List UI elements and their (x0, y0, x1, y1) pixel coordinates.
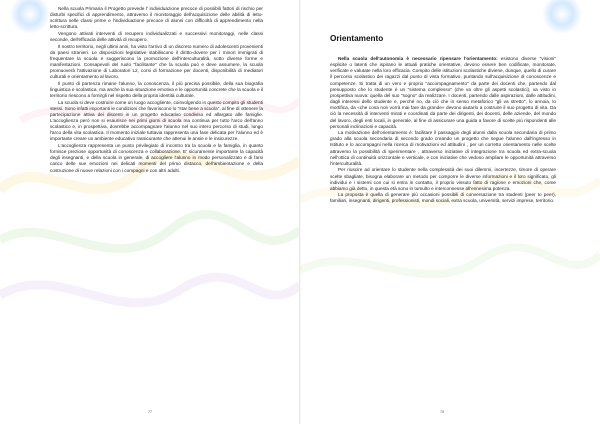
right-page (300, 0, 600, 424)
paragraph: La motivazione dell'orientamento è: facilitare il passaggio degli alunni dalla scuola secondaria di primo grado alla scuola secondaria di secondo grado creando un progetto che segue l'alunno dall'ingresso in Istituto e lo accompagni nella ricerca di motivazioni ed attitudini , per un corretto orientamento nelle scelte attraverso la possibilità di sperimentare , attraverso iniziative di integrazione tra scuola ed extra-scuola nell'ottica di continuità orizzontale e verticale, e con iniziative che vedono ampliare le opportunità attraverso l'interculturalità. (330, 130, 556, 166)
paragraph-rest: esistono diverse "visioni" esplicite o latenti che ispirano le attuali pratiche orientative, devono essere ben codificate, monitorate, verificate e valutate nella loro efficacia. Compito delle istituzioni scolastiche diviene, dunque, quello di curare il percorso scolastico dei ragazzi dal punto di vista formativo, puntando sull'acquisizione di conoscenze e competenze. Si tratta di un vero e proprio "accompagnamento" da parte dei docenti che, partendo dal presupposto che lo studente è un "sistema complesso" (che va oltre gli aspetti scolastici), va visto in prospettiva nuova: quella del suo "sogno" da realizzare. I docenti, partendo dalle aspirazioni, dalle attitudini, dagli interessi dello studente e, perché no, da ciò che in senso metaforico "gli va stretto", lo annoia, lo mortifica, da «che cosa non vorrà mai fare da grande» devono aiutarlo a costruire il suo progetto di vita. Da ciò la necessità di interventi mirati e coordinati da parte dei dirigenti, dei docenti, delle aziende, del mondo del lavoro, degli enti locali, in generale, al fine di assicurare una guida a favore di scelte più rispondenti alle personali inclinazioni e capacità. (330, 56, 556, 129)
paragraph: Nella scuola Primaria il Progetto prevede l' individuazione precoce di possibili fattori di rischio per disturbi specifici di apprendimento, attraverso il monitoraggio dell'acquisizione delle abilità di letto-scrittura nelle classi prime e l'individuazione precoce di alunni con difficoltà di apprendimento nella letto-scrittura. (50, 6, 263, 30)
section-heading: Orientamento (330, 34, 384, 43)
right-page-body (330, 56, 556, 205)
paragraph (330, 56, 556, 130)
paragraph: L'accoglienza rappresenta un punto privilegiato di incontro tra la scuola e la famiglia, in quanto fornisce preziose opportunità di conoscenza e collaborazione. E' sicuramente importante la capacità degli insegnanti, e della scuola in generale, di accogliere l'alunno in modo personalizzato e di farsi carico delle sue emozioni nei delicati momenti del primo distacco, dell'ambientazione e della costruzione di nuove relazioni con i compagni e con altri adulti. (50, 142, 263, 173)
paragraph: La scuola si deve costruire come un luogo accogliente, coinvolgendo in questo compito gli studenti stessi. Sono infatti importanti le condizioni che favoriscono lo "star bene a scuola", al fine di ottenere la partecipazione attiva dei discenti in un progetto educativo condiviso ed allargato alle famiglie. L'accoglienza però non si esaurisce nei primi giorni di scuola ma continua per tutto l'arco dell'anno scolastico e, in prospettiva, dovrebbe accompagnare l'alunno nel suo intero percorso di studi, lungo l'arco della vita scolastica. Il momento iniziale tuttavia rappresenta una fase delicata per l'alunno ed è importante creare un ambiente educativo rassicurante che attenui le ansie e le insicurezze. (50, 99, 263, 142)
paragraph: Vengono attivati interventi di recupero individualizzati e successivi monitoraggi, nelle classi seconde, dell'efficacia delle attività di recupero. (50, 30, 263, 43)
paragraph: Il punto di partenza rimane l'alunno, la conoscenza, il più precisa possibile, della sua biografia linguistica e scolastica, ma anche la sua situazione emotiva e le opportunità concrete che la scuola e il territorio riescono a fornirgli nel rispetto della propria identità culturale. (50, 80, 263, 99)
paragraph: Per riuscire ad orientare lo studente nella complessità dei suoi dilemmi, incertezze, timore di operare scelte sbagliate, bisogna elaborare un metodo per comporre le diverse informazioni e il loro significato, gli individui e i sistemi con cui si entra in contatto, il proprio vissuto fatto di ragione e emozioni che, come abbiamo già detto, in questa età sono in tumulto e interconnesse all'ennesima potenza. (330, 167, 556, 191)
paragraph: Il nostro territorio, negli ultimi anni, ha visto l'arrivo di un discreto numero di adolescenti provenienti da paesi stranieri. Le disposizioni legislative stabiliscono il diritto-dovere per i minori immigrati di frequentare la scuola e suggeriscono la promozione dell'interculturalità, sotto diverse forme e manifestazioni. Consapevoli del ruolo "facilitante" che la scuola può e deve assumere, la scuola promuoverà l'attivazione di Laboratori L2, corsi di formazione per docenti, disponibilità di mediatori culturali e orientamento al lavoro. (50, 43, 263, 80)
page-number: 78 (440, 410, 444, 414)
paragraph: La proposta è quella di generare più occasioni possibili di conversazione tra studenti (peer to peer), familiari, insegnanti, dirigenti, professionisti, mondi sociali, extra scuola, università, servizi imprese, territorio. (330, 192, 556, 204)
left-page-body (50, 6, 263, 174)
page-number: 77 (148, 410, 152, 414)
paragraph-lead: Nella scuola dell'autonomia è necessario ripensare l'orientamento: (338, 56, 498, 61)
